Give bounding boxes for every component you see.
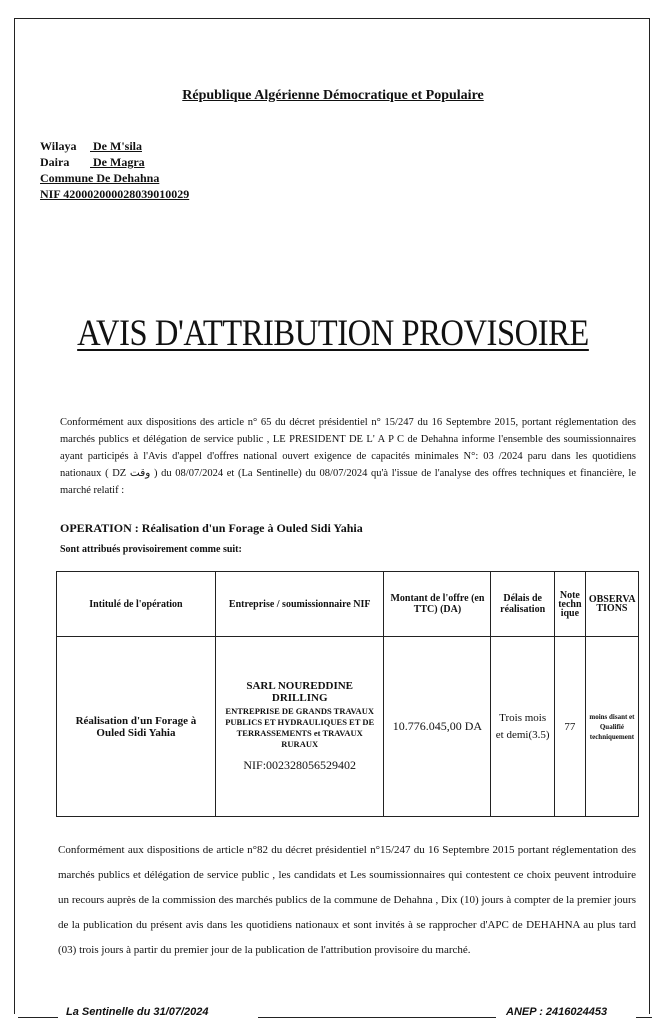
cell-label: Réalisation d'un Forage à Ouled Sidi Yahia <box>57 637 216 817</box>
header-enterprise: Entreprise / soumissionnaire NIF <box>215 572 384 637</box>
header-label: Intitulé de l'opération <box>57 572 216 637</box>
attribution-note: Sont attribués provisoirement comme suit: <box>60 544 242 555</box>
enterprise-nif: NIF:002328056529402 <box>243 758 357 772</box>
cell-observations: moins disant et Qualifié techniquement <box>585 637 638 817</box>
nif-line: NIF 420002000028039010029 <box>40 187 190 201</box>
header-amount: Montant de l'offre (en TTC) (DA) <box>384 572 491 637</box>
closing-paragraph: Conformément aux dispositions de article n°82 du décret présidentiel n°15/247 du 16 Septembre 2015 portant réglementation des marchés publics et délégation de service public , les candidats et Les soumissionnaires qui contestent ce choix peuvent introduire un recours auprès de la commission des marchés publics de la commune de Dehahna , Dix (10) jours à compter de la premier jours de la publication du présent avis dans les quotidiens nationaux et sont invités à se rapprocher d'APC de DEHAHNA au plus tard (03) trois jours à partir du premier jour de la publication de l'attribution provisoire du marché. <box>58 844 636 956</box>
footer-rule-left <box>18 1017 58 1018</box>
cell-amount: 10.776.045,00 DA <box>384 637 491 817</box>
footer-rule-right <box>636 1017 652 1018</box>
header-observations: OBSERVA TIONS <box>585 572 638 637</box>
commune-line: Commune De Dehahna <box>40 171 160 185</box>
wilaya-value: De M'sila <box>93 139 142 153</box>
cell-delay: Trois mois et demi(3.5) <box>491 637 554 817</box>
operation-line: OPERATION : Réalisation d'un Forage à Ouled Sidi Yahia <box>60 521 363 535</box>
header-delay: Délais de réalisation <box>491 572 554 637</box>
enterprise-name: SARL NOUREDDINE DRILLING <box>246 680 354 704</box>
footer-rule-middle <box>258 1017 496 1018</box>
header-note: Note techn ique <box>554 572 585 637</box>
wilaya-label: Wilaya <box>40 139 77 153</box>
wilaya-line <box>40 138 189 154</box>
admin-block <box>40 138 189 202</box>
daira-line <box>40 154 189 170</box>
republic-heading: République Algérienne Démocratique et Populaire <box>182 88 484 103</box>
table-row <box>57 637 639 817</box>
award-table <box>56 571 639 817</box>
page-title: AVIS D'ATTRIBUTION PROVISOIRE <box>77 313 589 354</box>
cell-enterprise <box>215 637 384 817</box>
footer-newspaper: La Sentinelle du 31/07/2024 <box>66 1006 209 1018</box>
footer-anep: ANEP : 2416024453 <box>506 1006 608 1018</box>
intro-paragraph: Conformément aux dispositions des article n° 65 du décret présidentiel n° 15/247 du 16 Septembre 2015, portant réglementation des marchés publics et délégation de service public , LE PRESIDENT DE L' A P C de Dehahna informe l'ensemble des soumissionnaires ayant participés à l'Avis d'appel d'offres national ouvert exigence de capacités minimales N°: 03 /2024 paru dans les quotidiens nationaux ( DZ وقت ) du 08/07/2024 et (La Sentinelle) du 08/07/2024 qu'à l'issue de l'analyse des offres techniques et financière, le marché relatif : <box>60 417 637 496</box>
enterprise-desc: ENTREPRISE DE GRANDS TRAVAUX PUBLICS ET HYDRAULIQUES ET DE TERRASSEMENTS et TRAVAUX RURAUX <box>225 706 375 749</box>
cell-note: 77 <box>554 637 585 817</box>
daira-value: De Magra <box>93 155 145 169</box>
table-header-row <box>57 572 639 637</box>
daira-label: Daira <box>40 155 70 169</box>
